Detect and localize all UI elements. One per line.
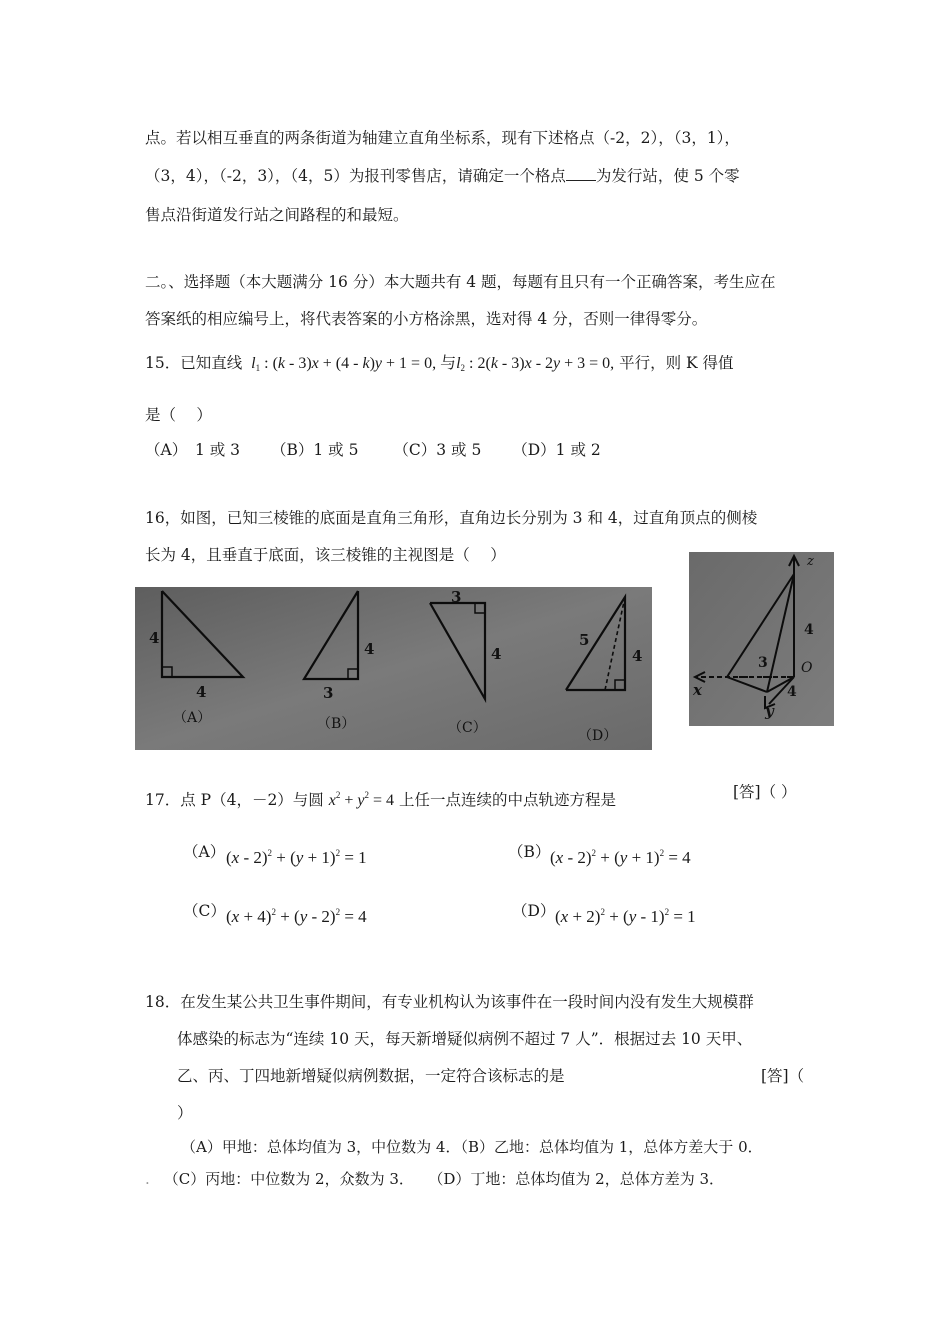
- q17-label-b: （B）: [508, 843, 551, 861]
- q15-option-d: （D）1 或 2: [512, 441, 601, 459]
- q18-line1: 18．在发生某公共卫生事件期间，有专业机构认为该事件在一段时间内没有发生大规模群: [145, 993, 754, 1011]
- q17-label-d: （D）: [512, 902, 556, 920]
- stray-dot: .: [145, 1170, 150, 1188]
- q17-option-c: $(x + 4)^2 + (y - 2)^2 = 4$: [226, 907, 367, 926]
- q18-line4: ）: [177, 1104, 193, 1122]
- q18-option-d: （D）丁地：总体均值为 2，总体方差为 3．: [435, 1170, 725, 1188]
- q17-label-a: （A）: [183, 843, 226, 861]
- figure-d-label: （D）: [578, 728, 618, 744]
- q14-line1: 点。若以相互垂直的两条街道为轴建立直角坐标系，现有下述格点（-2，2），（3，1），: [145, 129, 740, 147]
- q15-prefix: 15．已知直线: [145, 354, 243, 372]
- figure-d-side-label: 4: [632, 647, 643, 665]
- q17-option-b: $(x - 2)^2 + (y + 1)^2 = 4$: [550, 848, 691, 867]
- q16-options-figure: [135, 587, 652, 750]
- q15-equation: $l_1$ : (k - 3)x + (4 - k)y + 1 = 0, 与$l_2$ : 2(k - 3)x - 2y + 3 = 0,: [251, 355, 615, 373]
- q17-line1: [145, 780, 616, 810]
- q17-option-d: $(x + 2)^2 + (y - 1)^2 = 1$: [555, 907, 696, 926]
- axis-y-label: y: [765, 702, 774, 720]
- figure-d-hyp-label: 5: [579, 631, 590, 649]
- q16-options-drawing: [135, 587, 652, 750]
- q17-circle-equation: $x^2 + y^2 = 4$: [328, 790, 395, 809]
- axis-x-label: x: [693, 681, 702, 699]
- q16-pyramid-drawing: [689, 552, 834, 726]
- figure-a-side-label: 4: [149, 629, 160, 647]
- q16-line2: 长为 4，且垂直于底面，该三棱锥的主视图是（ ）: [145, 546, 506, 564]
- q15-option-a: （A） 1 或 3: [145, 441, 241, 459]
- q17-prefix: 17．点 P（4，－2）与圆: [145, 791, 324, 809]
- figure-b-side-label: 4: [364, 640, 375, 658]
- q18-line3: 乙、丙、丁四地新增疑似病例数据，一定符合该标志的是: [177, 1067, 565, 1085]
- q17-label-c: （C）: [183, 902, 226, 920]
- q15-line2: 是（ ）: [145, 406, 212, 424]
- figure-c-top-label: 3: [451, 588, 462, 606]
- q15-line1: [145, 344, 734, 373]
- q15-options: [145, 438, 601, 460]
- q15-option-b: （B）1 或 5: [270, 441, 359, 459]
- q18-options-cd: [145, 1168, 724, 1189]
- q15-option-c: （C）3 或 5: [393, 441, 482, 459]
- figure-c-label: （C）: [448, 720, 487, 736]
- q18-option-c: （C）丙地：中位数为 2，众数为 3．: [163, 1170, 414, 1188]
- q16-line1: 16，如图，已知三棱锥的底面是直角三角形，直角边长分别为 3 和 4，过直角顶点的侧棱: [145, 509, 758, 527]
- q14-line3: 售点沿街道发行站之间路程的和最短。: [145, 206, 409, 224]
- q18-option-a: （A）甲地：总体均值为 3，中位数为 4．: [181, 1138, 461, 1156]
- q15-suffix: 平行，则 K 得值: [619, 354, 734, 372]
- axis-mid-label: 3: [758, 655, 768, 671]
- q17-option-a: $(x - 2)^2 + (y + 1)^2 = 1$: [226, 848, 367, 867]
- q18-answer-tag: [答]（: [761, 1067, 805, 1085]
- q14-line2: [145, 164, 740, 186]
- q18-options-ab: [181, 1136, 763, 1157]
- q18-line2: 体感染的标志为“连续 10 天，每天新增疑似病例不超过 7 人”．根据过去 10 天甲、: [177, 1030, 753, 1048]
- q18-option-b: （B）乙地：总体均值为 1，总体方差大于 0．: [460, 1138, 763, 1156]
- q14-line2b: 为发行站，使 5 个零: [595, 167, 740, 185]
- figure-c-side-label: 4: [491, 645, 502, 663]
- q17-suffix: 上任一点连续的中点轨迹方程是: [398, 791, 616, 809]
- figure-a-label: （A）: [173, 710, 212, 726]
- section2-line2: 答案纸的相应编号上，将代表答案的小方格涂黑，选对得 4 分，否则一律得零分。: [145, 310, 708, 328]
- answer-blank: [566, 168, 596, 181]
- figure-b-base-label: 3: [323, 684, 334, 702]
- q16-pyramid-figure: [689, 552, 834, 726]
- origin-label: O: [801, 660, 813, 676]
- q17-answer-tag: [答]（ ）: [733, 783, 797, 801]
- axis-height-label: 4: [804, 622, 814, 638]
- section2-line1: 二。、选择题（本大题满分 16 分）本大题共有 4 题，每题有且只有一个正确答案，考生应在: [145, 273, 776, 291]
- figure-a-base-label: 4: [196, 683, 207, 701]
- axis-z-label: z: [807, 554, 814, 569]
- figure-b-label: （B）: [317, 716, 356, 732]
- q14-line2a: （3，4），（-2，3），（4，5）为报刊零售店，请确定一个格点: [145, 167, 566, 185]
- axis-base-label: 4: [787, 684, 797, 700]
